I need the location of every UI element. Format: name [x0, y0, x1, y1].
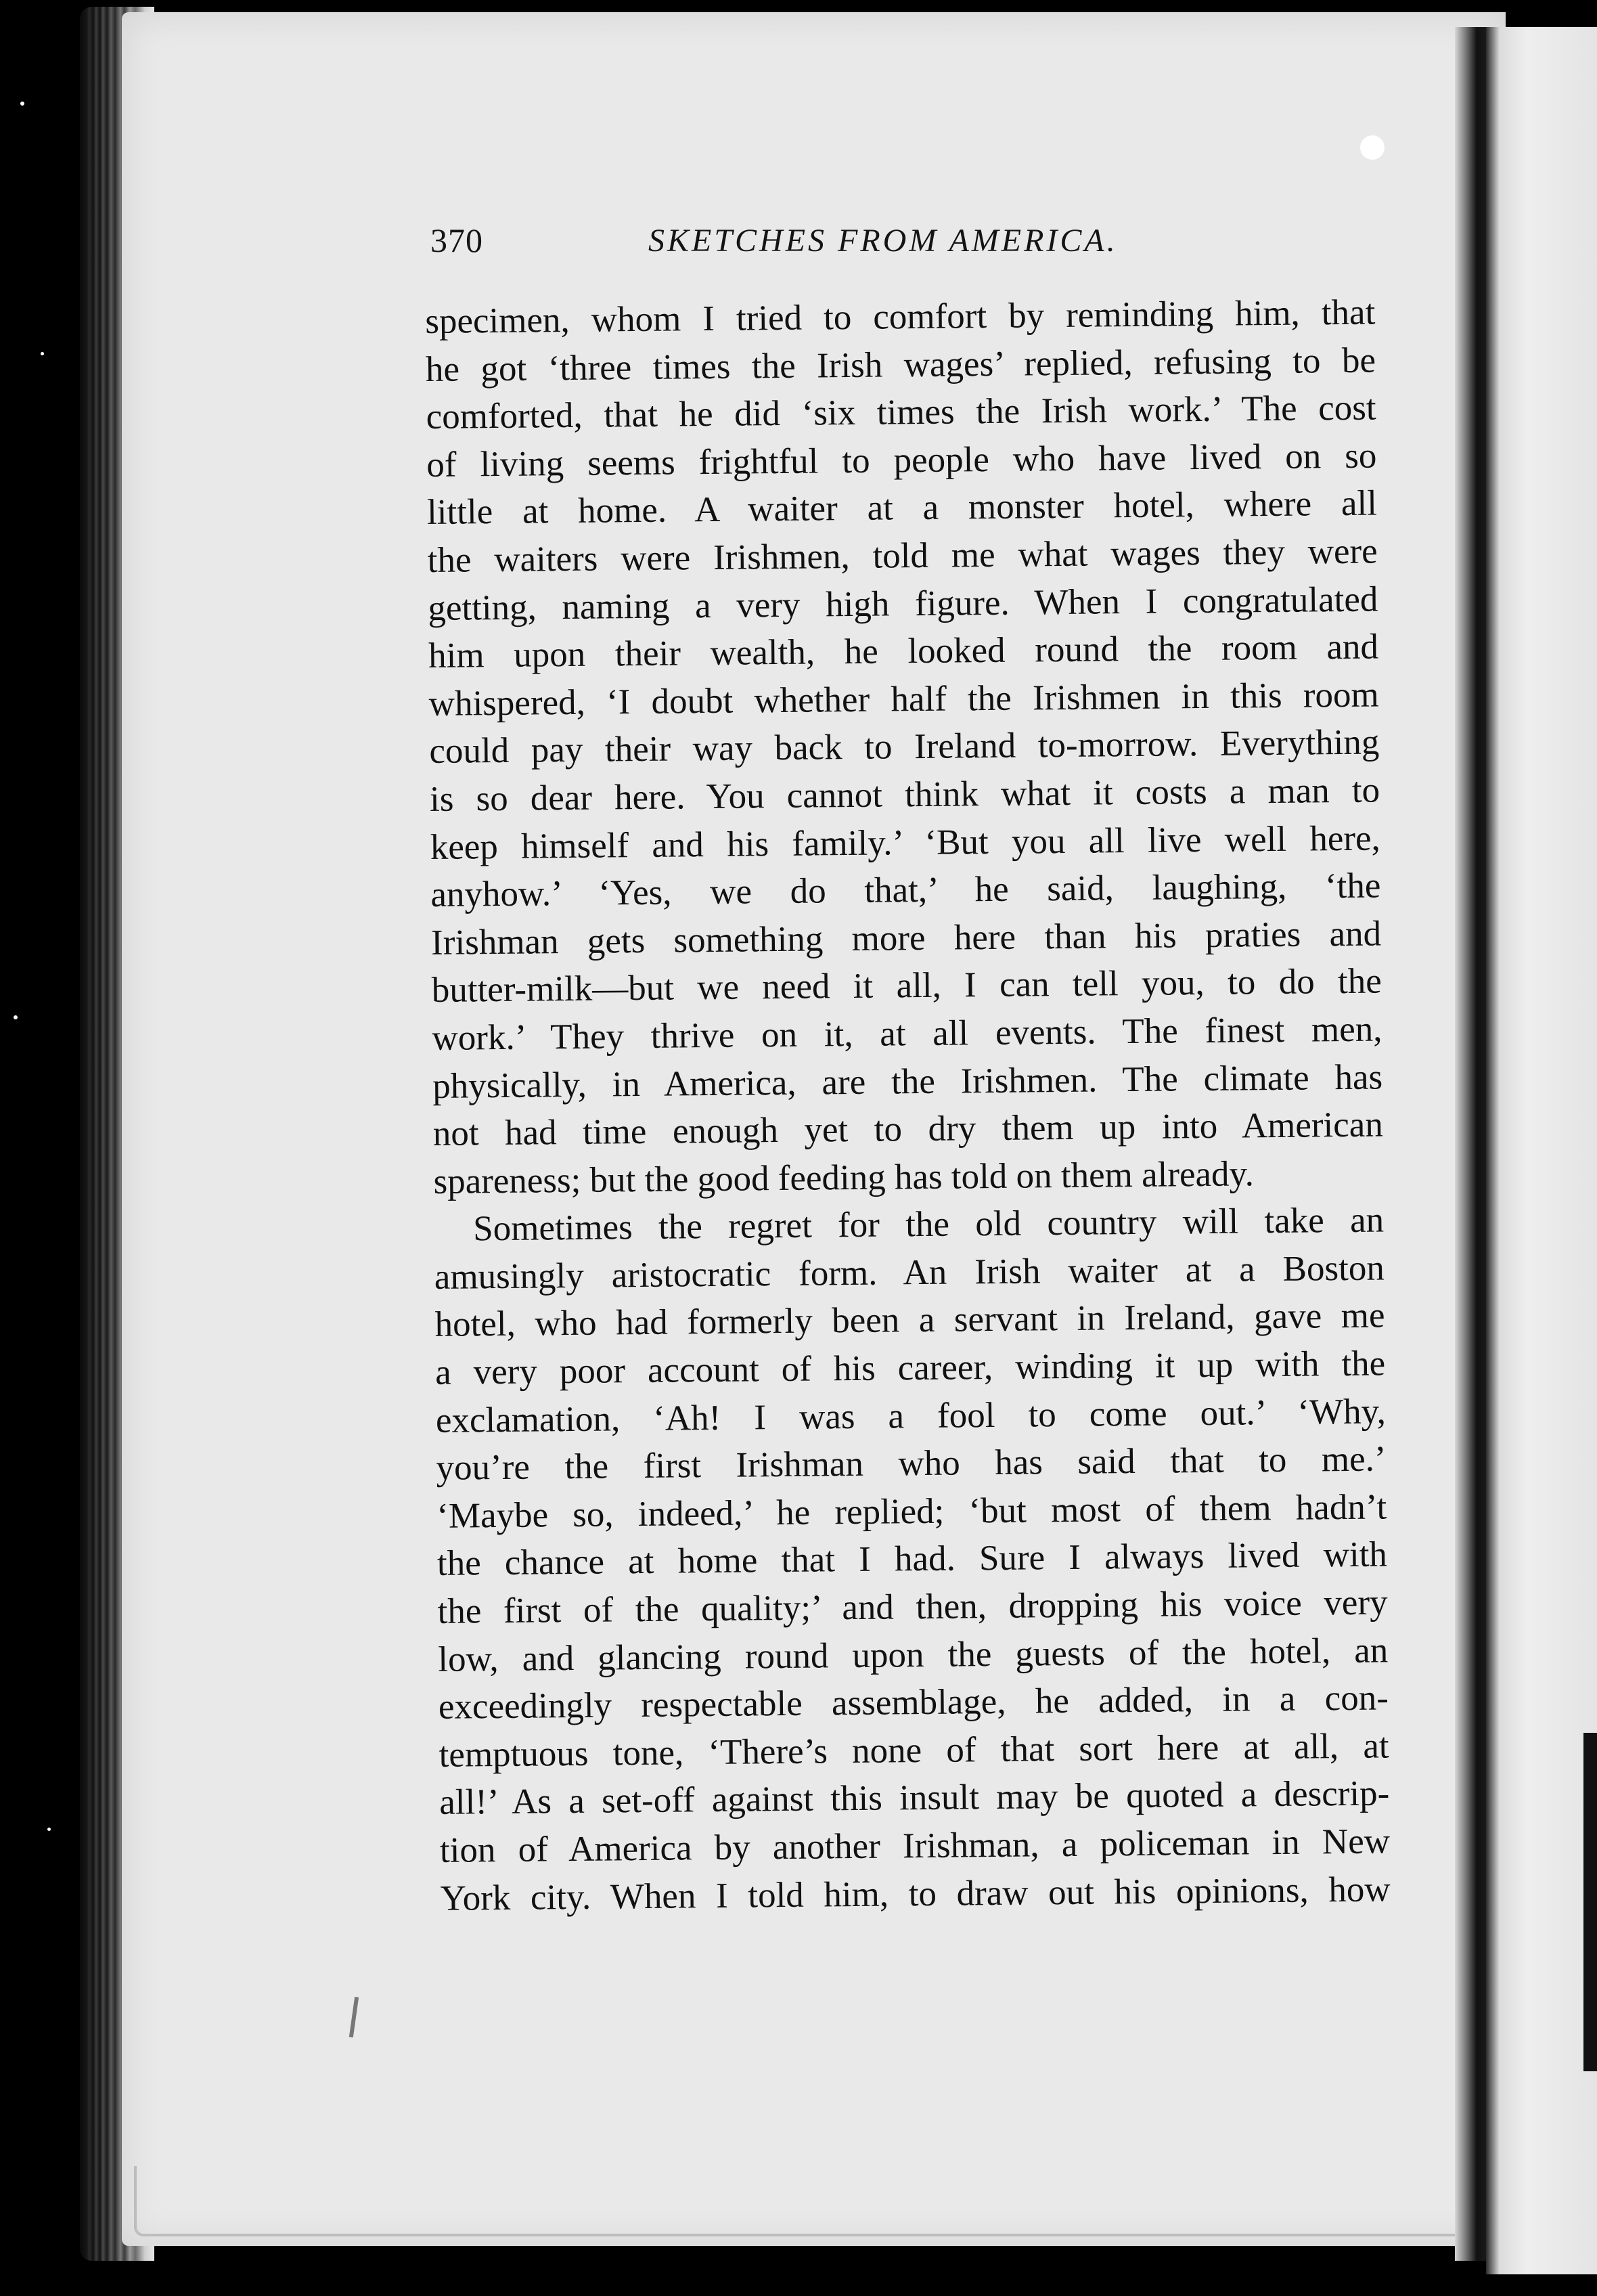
text-line: hotel, who had formerly been a servant in Ireland, gave me — [434, 1296, 1385, 1345]
text-line: butter-milk—but we need it all, I can tell you, to do the — [431, 961, 1382, 1011]
text-line: tion of America by another Irishman, a policeman in New — [439, 1822, 1391, 1870]
page-edge-shadow — [134, 2166, 1504, 2236]
book-spine — [1455, 27, 1486, 2261]
page-header — [430, 221, 1364, 275]
text-line: anyhow.’ ‘Yes, we do that,’ he said, laughing, ‘the — [430, 866, 1381, 915]
text-line: keep himself and his family.’ ‘But you all live well here, — [430, 818, 1381, 867]
text-line: temptuous tone, ‘There’s none of that sort here at all, at — [438, 1726, 1389, 1775]
text-line: work.’ They thrive on it, at all events. The finest men, — [432, 1009, 1382, 1058]
text-line: he got ‘three times the Irish wages’ replied, refusing to be — [425, 340, 1376, 389]
text-line: little at home. A waiter at a monster hotel, where all — [426, 483, 1378, 533]
text-line: the waiters were Irishmen, told me what wages they were — [427, 531, 1378, 580]
adjacent-page-edge — [1583, 1733, 1597, 2071]
text-line: you’re the first Irishman who has said that to me.’ — [436, 1439, 1387, 1488]
text-line: not had time enough yet to dry them up into American — [432, 1105, 1384, 1154]
body-text — [425, 289, 1391, 1923]
text-line: low, and glancing round upon the guests of the hotel, an — [438, 1631, 1389, 1679]
text-line: exclamation, ‘Ah! I was a fool to come out.’ ‘Why, — [435, 1392, 1387, 1440]
text-line: exceedingly respectable assemblage, he added, in a con- — [438, 1678, 1389, 1727]
text-line: him upon their wealth, he looked round the room and — [428, 627, 1379, 676]
text-line: York city. When I told him, to draw out his opinions, how — [440, 1870, 1391, 1918]
text-line: spareness; but the good feeding has told on them already. — [433, 1153, 1255, 1201]
text-line: getting, naming a very high figure. When I congratulated — [428, 579, 1378, 628]
text-line: whispered, ‘I doubt whether half the Irishmen in this room — [428, 675, 1379, 724]
adjacent-page-sliver — [1486, 27, 1597, 2274]
text-line: could pay their way back to Ireland to-morrow. Everything — [429, 722, 1380, 772]
text-line: the chance at home that I had. Sure I always lived with — [436, 1535, 1388, 1584]
text-line: the first of the quality;’ and then, dropping his voice very — [437, 1583, 1388, 1631]
text-line: amusingly aristocratic form. An Irish waiter at a Boston — [434, 1248, 1385, 1297]
running-head: SKETCHES FROM AMERICA. — [648, 223, 1118, 259]
text-line: Sometimes the regret for the old country will take an — [472, 1200, 1385, 1249]
text-line: of living seems frightful to people who have lived on so — [426, 436, 1377, 485]
text-line: comforted, that he did ‘six times the Irish work.’ The cost — [426, 388, 1376, 437]
text-line: is so dear here. You cannot think what it costs a man to — [429, 770, 1380, 819]
text-line: ‘Maybe so, indeed,’ he replied; ‘but most of them hadn’t — [436, 1487, 1387, 1536]
page-number: 370 — [430, 221, 483, 259]
text-line: specimen, whom I tried to comfort by reminding him, that — [425, 292, 1376, 341]
text-line: Irishman gets something more here than his praties and — [430, 914, 1382, 963]
text-line: all!’ As a set-off against this insult may be quoted a descrip- — [439, 1773, 1390, 1823]
text-line: physically, in America, are the Irishmen. The climate has — [432, 1057, 1383, 1106]
text-line: a very poor account of his career, winding it up with the — [434, 1344, 1386, 1392]
